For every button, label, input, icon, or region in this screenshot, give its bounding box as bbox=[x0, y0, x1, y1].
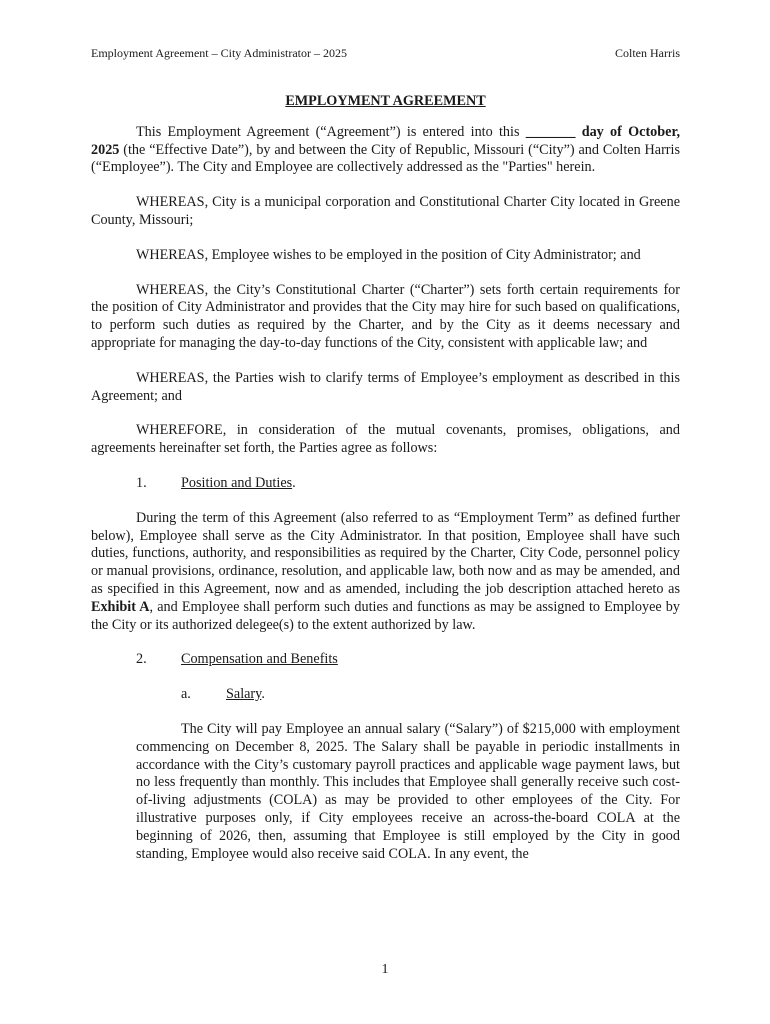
document-body bbox=[91, 93, 680, 880]
section-2-number: 2. bbox=[136, 651, 147, 668]
whereas-paragraph-1: WHEREAS, City is a municipal corporation and Constitutional Charter City located in Greene County, Missouri; bbox=[91, 194, 680, 228]
section-1-body bbox=[91, 510, 680, 635]
running-header-title: Employment Agreement – City Administrator – 2025 bbox=[91, 46, 347, 60]
intro-text-a: This Employment Agreement (“Agreement”) is entered into this bbox=[136, 123, 526, 140]
whereas-paragraph-4: WHEREAS, the Parties wish to clarify terms of Employee’s employment as described in this Agreement; and bbox=[91, 369, 680, 404]
subsection-a-title-end: . bbox=[261, 686, 265, 703]
exhibit-a-reference: Exhibit A bbox=[91, 598, 150, 615]
running-header-name: Colten Harris bbox=[615, 46, 680, 60]
whereas-paragraph-3: WHEREAS, the City’s Constitutional Charter (“Charter”) sets forth certain requirements for the position of City Administrator and provides that the City may hire for such based on qualifications, to perform such duties as required by the Charter, and by the City as it deems necessary and appropriate for managing the day-to-day functions of the City, consistent with applicable law; and bbox=[91, 281, 680, 351]
intro-date-bold: day of October, 2025 bbox=[91, 123, 681, 158]
intro-blank: _______ bbox=[525, 123, 576, 140]
subsection-a-title: Salary bbox=[226, 686, 262, 703]
intro-text-c: (the “Effective Date”), by and between the City of Republic, Missouri (“City”) and Colten Harris (“Employee”). The City and Employee are collectively addressed as the "Parties" herein. bbox=[91, 141, 680, 176]
section-1-number: 1. bbox=[136, 474, 147, 491]
subsection-a-number: a. bbox=[181, 686, 191, 703]
document-title: EMPLOYMENT AGREEMENT bbox=[285, 93, 486, 109]
section-2-heading bbox=[91, 651, 680, 669]
section-2-title: Compensation and Benefits bbox=[181, 651, 338, 668]
salary-paragraph: The City will pay Employee an annual salary (“Salary”) of $215,000 with employment commencing on December 8, 2025. The Salary shall be payable in periodic installments in accordance with the City’s customary payroll practices and applicable wage payment laws, but no less frequently than monthly. This includes that Employee shall generally receive such cost-of-living adjustments (COLA) as may be provided to other employees of the City. For illustrative purposes only, if City employees receive an across-the-board COLA at the beginning of 2026, then, assuming that Employee is still employed by the City in good standing, Employee would also receive said COLA. In any event, the bbox=[136, 720, 680, 862]
section-1-title: Position and Duties bbox=[181, 474, 293, 491]
section-1-body-a: During the term of this Agreement (also referred to as “Employment Term” as defined further below), Employee shall serve as the City Administrator. In that position, Employee shall have such duties, functions, authority, and responsibilities as required by the Charter, City Code, personnel policy or manual provisions, ordinance, resolution, and applicable law, both now and as may be amended, and as specified in this Agreement, now and as amended, including the job description attached hereto as bbox=[91, 509, 680, 597]
section-1-heading bbox=[91, 475, 680, 493]
page-number: 1 bbox=[381, 962, 389, 977]
intro-paragraph bbox=[91, 124, 680, 177]
wherefore-paragraph: WHEREFORE, in consideration of the mutual covenants, promises, obligations, and agreements hereinafter set forth, the Parties agree as follows: bbox=[91, 422, 680, 457]
whereas-paragraph-2: WHEREAS, Employee wishes to be employed in the position of City Administrator; and bbox=[136, 246, 641, 263]
subsection-a-heading bbox=[136, 686, 680, 704]
section-1-title-end: . bbox=[292, 474, 296, 491]
section-1-body-b: , and Employee shall perform such duties and functions as may be assigned to Employee by the City or its authorized delegee(s) to the extent authorized by law. bbox=[91, 598, 680, 633]
